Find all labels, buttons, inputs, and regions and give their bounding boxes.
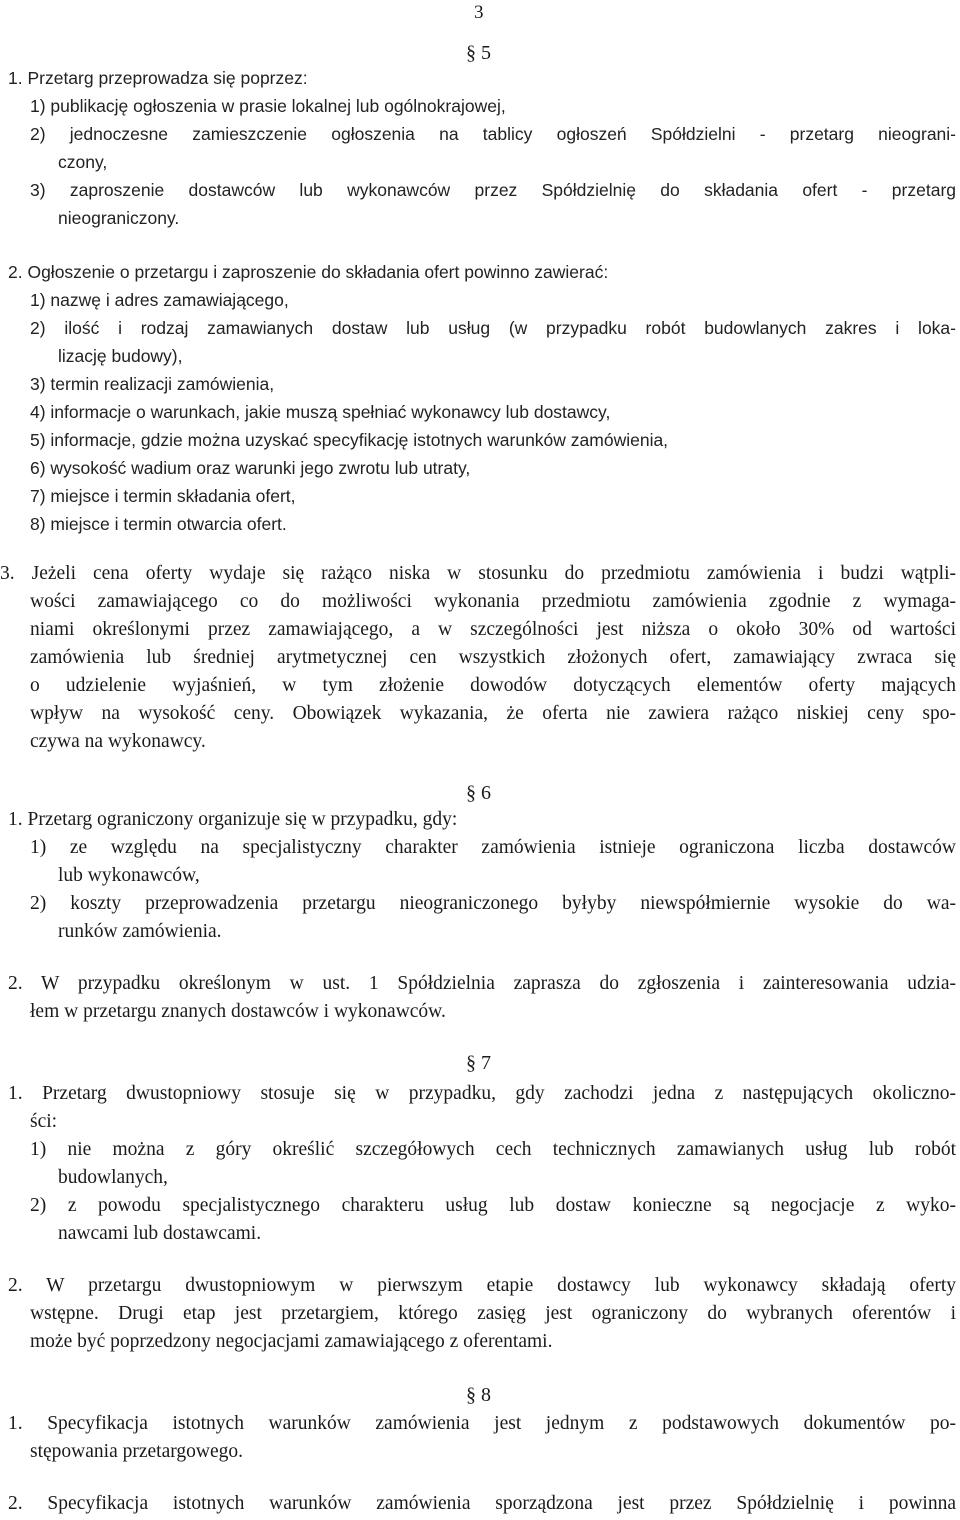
text-line: wpływ na wysokość ceny. Obowiązek wykazania, że oferta nie zawiera rażąco niskiej ceny spo- (30, 703, 956, 724)
section-5-paragraph-2 (0, 258, 956, 538)
text-line: ści: (30, 1111, 58, 1132)
section-8-mark: § 8 (466, 1384, 491, 1406)
section-6-paragraph-2 (0, 970, 956, 1026)
text-line: wości zamawiającego co do możliwości wykonania przedmiotu zamówienia zgodnie z wymaga- (30, 591, 956, 612)
text-line: 3. Jeżeli cena oferty wydaje się rażąco niska w stosunku do przedmiotu zamówienia i budzi wątpli- (0, 563, 956, 584)
text-line: 1. Przetarg dwustopniowy stosuje się w przypadku, gdy zachodzi jedna z następujących okoliczno- (8, 1083, 956, 1104)
text-line: o udzielenie wyjaśnień, w tym złożenie dowodów dotyczących elementów oferty mających (30, 675, 956, 696)
section-6-mark: § 6 (466, 782, 491, 804)
text-line: 1. Przetarg ograniczony organizuje się w przypadku, gdy: (8, 809, 458, 830)
text-line: 4) informacje o warunkach, jakie muszą spełniać wykonawcy lub dostawcy, (30, 402, 611, 422)
text-line: łem w przetargu znanych dostawców i wykonawców. (30, 1001, 446, 1022)
text-line: czony, (58, 152, 108, 172)
text-line: 5) informacje, gdzie można uzyskać specyfikację istotnych warunków zamówienia, (30, 430, 669, 450)
text-line: 2. Specyfikacja istotnych warunków zamówienia sporządzona jest przez Spółdzielnię i powinna (8, 1493, 956, 1514)
text-line: niami określonymi przez zamawiającego, a w szczególności jest niższa o około 30% od wartości (30, 619, 956, 640)
text-line: zamówienia lub średniej arytmetycznej cen wszystkich złożonych ofert, zamawiający zwraca się (30, 647, 956, 668)
text-line: 1) nie można z góry określić szczegółowych cech technicznych zamawianych usług lub robót (30, 1139, 956, 1160)
text-line: czywa na wykonawcy. (30, 731, 206, 752)
text-line: 2. Ogłoszenie o przetargu i zaproszenie do składania ofert powinno zawierać: (8, 262, 609, 282)
section-5-paragraph-1 (0, 64, 956, 232)
text-line: lub wykonawców, (58, 865, 200, 886)
section-8-paragraph-1 (0, 1410, 956, 1466)
text-line: 2) z powodu specjalistycznego charakteru usług lub dostaw konieczne są negocjacje z wyko- (30, 1195, 956, 1216)
section-7-paragraph-1 (0, 1080, 956, 1248)
text-line: 6) wysokość wadium oraz warunki jego zwrotu lub utraty, (30, 458, 471, 478)
text-line: 2) ilość i rodzaj zamawianych dostaw lub usług (w przypadku robót budowlanych zakres i loka- (30, 318, 956, 338)
text-line: 7) miejsce i termin składania ofert, (30, 486, 296, 506)
text-line: 1) publikację ogłoszenia w prasie lokalnej lub ogólnokrajowej, (30, 96, 506, 116)
section-7-mark: § 7 (466, 1052, 491, 1074)
section-8-paragraph-2 (0, 1490, 956, 1518)
text-line: 2) jednoczesne zamieszczenie ogłoszenia na tablicy ogłoszeń Spółdzielni - przetarg nieograni- (30, 124, 956, 144)
section-5-paragraph-3 (0, 560, 956, 756)
text-line: może być poprzedzony negocjacjami zamawiającego z oferentami. (30, 1331, 553, 1352)
section-5-mark: § 5 (466, 42, 491, 64)
page-number: 3 (474, 2, 484, 23)
text-line: 1) ze względu na specjalistyczny charakter zamówienia istnieje ograniczona liczba dostawców (30, 837, 956, 858)
text-line: 8) miejsce i termin otwarcia ofert. (30, 514, 287, 534)
text-line: 1) nazwę i adres zamawiającego, (30, 290, 289, 310)
text-line: 3) zaproszenie dostawców lub wykonawców przez Spółdzielnię do składania ofert - przetarg (30, 180, 956, 200)
text-line: budowlanych, (58, 1167, 168, 1188)
text-line: 2. W przetargu dwustopniowym w pierwszym etapie dostawcy lub wykonawcy składają oferty (8, 1275, 956, 1296)
section-7-paragraph-2 (0, 1272, 956, 1356)
text-line: 1. Przetarg przeprowadza się poprzez: (8, 68, 308, 88)
text-line: 3) termin realizacji zamówienia, (30, 374, 275, 394)
text-line: nieograniczony. (58, 208, 180, 228)
text-line: wstępne. Drugi etap jest przetargiem, którego zasięg jest ograniczony do wybranych oferentów i (30, 1303, 956, 1324)
text-line: nawcami lub dostawcami. (58, 1223, 262, 1244)
text-line: 2) koszty przeprowadzenia przetargu nieograniczonego byłyby niewspółmiernie wysokie do wa- (30, 893, 956, 914)
text-line: stępowania przetargowego. (30, 1441, 243, 1462)
text-line: 1. Specyfikacja istotnych warunków zamówienia jest jednym z podstawowych dokumentów po- (8, 1413, 956, 1434)
text-line: lizację budowy), (58, 346, 183, 366)
section-6-paragraph-1 (0, 806, 956, 946)
text-line: runków zamówienia. (58, 921, 222, 942)
text-line: 2. W przypadku określonym w ust. 1 Spółdzielnia zaprasza do zgłoszenia i zainteresowania udzia- (8, 973, 956, 994)
